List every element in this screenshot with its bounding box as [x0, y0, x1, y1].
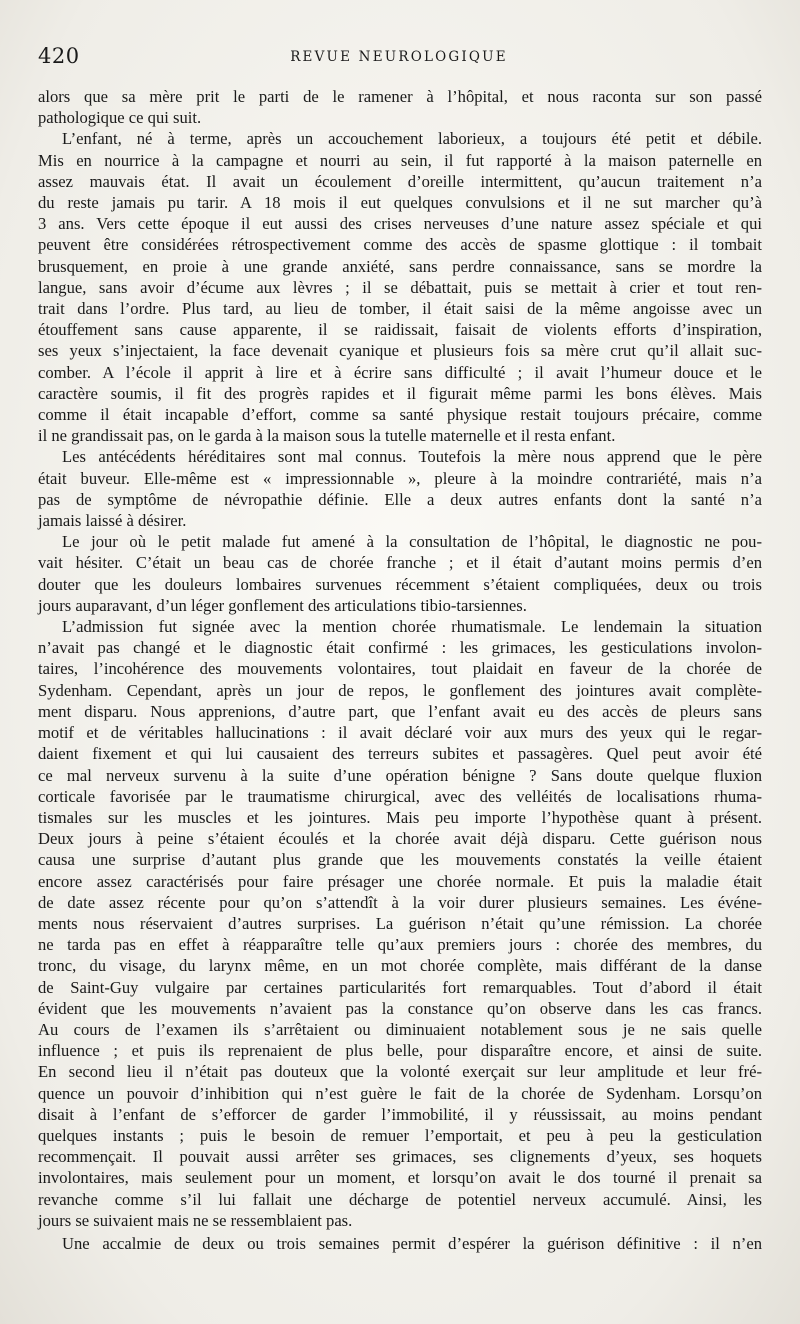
text-line: trait dans l’ordre. Plus tard, au lieu de tomber, il était saisi de la même angoisse avec un: [38, 299, 762, 319]
page-number: 420: [38, 44, 80, 68]
text-line: douter que les douleurs lombaires survenues récemment s’étaient compliquées, deux ou trois: [38, 574, 762, 594]
text-line: tronc, du visage, du larynx même, en un mot chorée complète, mais différant de la danse: [38, 956, 762, 976]
text-line: étouffement sans cause apparente, il se raidissait, faisait de violents efforts d’inspiration,: [38, 320, 762, 340]
text-line: jours auparavant, d’un léger gonflement des articulations tibio-tarsiennes.: [38, 595, 527, 615]
text-line: pas de symptôme de névropathie définie. Elle a deux autres enfants dont la santé n’a: [38, 489, 762, 509]
text-line: encore assez caractérisés pour faire présager une chorée normale. Et puis la maladie était: [38, 871, 762, 891]
text-line: Une accalmie de deux ou trois semaines permit d’espérer la guérison définitive : il n’en: [62, 1233, 762, 1253]
text-line: comber. A l’école il apprit à lire et à écrire sans difficulté ; il avait l’humeur douce et le: [38, 362, 762, 382]
text-line: assez mauvais état. Il avait un écoulement d’oreille intermittent, qu’aucun traitement n’a: [38, 171, 762, 191]
text-line: quelques instants ; puis le besoin de remuer l’emportait, et peu à peu la gesticulation: [38, 1125, 762, 1145]
text-line: disait à l’enfant de s’efforcer de garder l’immobilité, il y réussissait, au moins pendant: [38, 1104, 762, 1124]
text-line: tismales sur les muscles et les jointures. Mais peu importe l’hypothèse quant à présent.: [38, 807, 762, 827]
text-line: pathologique ce qui suit.: [38, 108, 202, 128]
text-line: recommençait. Il pouvait aussi arrêter ses grimaces, ses clignements d’yeux, ses hoquets: [38, 1147, 762, 1167]
text-line: était buveur. Elle-même est « impressionnable », pleure à la moindre contrariété, mais n’a: [38, 468, 762, 488]
text-line: langue, sans avoir d’écume aux lèvres ; il se débattait, puis se mettait à crier et tout ren-: [38, 277, 762, 297]
text-line: brusquement, en proie à une grande anxiété, sans perdre connaissance, sans se mordre la: [38, 256, 762, 276]
text-line: caractère soumis, il fit des progrès rapides et il figurait même parmi les bons élèves. Mais: [38, 383, 762, 403]
text-line: En second lieu il n’était pas douteux que la volonté exerçait sur leur amplitude et leur fré-: [38, 1062, 762, 1082]
text-line: jamais laissé à désirer.: [38, 511, 187, 531]
text-line: causa une surprise d’autant plus grande que les mouvements constatés la veille étaient: [38, 850, 762, 870]
text-line: Les antécédents héréditaires sont mal connus. Toutefois la mère nous apprend que le père: [62, 447, 762, 467]
text-line: peuvent être considérées rétrospectivement comme des accès de spasme glottique : il tombait: [38, 235, 762, 255]
text-line: n’avait pas changé et le diagnostic était confirmé : les grimaces, les gesticulations involon-: [38, 638, 762, 658]
text-line: du reste jamais pu tarir. A 18 mois il eut quelques convulsions et il ne sut marcher qu’à: [38, 193, 762, 213]
text-line: corticale favorisée par le traumatisme chirurgical, avec des velléités de localisations rhuma-: [38, 786, 762, 806]
text-line: jours se suivaient mais ne se ressemblaient pas.: [38, 1210, 353, 1230]
text-line: influence ; et puis ils reprenaient de plus belle, pour disparaître encore, et ainsi de suite.: [38, 1041, 762, 1061]
text-line: Le jour où le petit malade fut amené à la consultation de l’hôpital, le diagnostic ne pou-: [62, 532, 762, 552]
text-line: comme il était incapable d’effort, comme sa santé physique restait toujours précaire, comme: [38, 405, 762, 425]
text-line: alors que sa mère prit le parti de le ramener à l’hôpital, et nous raconta sur son passé: [38, 87, 762, 106]
body-text: [38, 86, 762, 1254]
text-line: ce mal nerveux survenu à la suite d’une opération bénigne ? Sans doute quelque fluxion: [38, 765, 762, 785]
text-line: daient fixement et qui lui causaient des terreurs subites et passagères. Quel peut avoir été: [38, 744, 762, 764]
text-line: Sydenham. Cependant, après un jour de repos, le gonflement des jointures avait complète-: [38, 680, 762, 700]
text-line: Deux jours à peine s’étaient écoulés et la chorée avait déjà disparu. Cette guérison nous: [38, 829, 762, 849]
text-line: il ne grandissait pas, on le garda à la maison sous la tutelle maternelle et il resta enfant.: [38, 426, 616, 446]
text-line: évident que les mouvements n’avaient pas la constance qu’on observe dans les cas francs.: [38, 998, 762, 1018]
text-line: 3 ans. Vers cette époque il eut aussi des crises nerveuses d’une nature assez spéciale et qui: [38, 214, 762, 234]
text-line: ment disparu. Nous apprenions, d’autre part, que l’enfant avait eu des accès de pleurs sans: [38, 701, 762, 721]
text-line: ments nous réservaient d’autres surprises. La guérison n’était qu’une rémission. La chorée: [38, 913, 762, 933]
text-line: Au cours de l’examen ils s’arrêtaient ou diminuaient notablement sous je ne sais quelle: [38, 1019, 762, 1039]
text-line: vait hésiter. C’était un beau cas de chorée franche ; et il était d’autant moins permis d’en: [38, 553, 762, 573]
text-line: Mis en nourrice à la campagne et nourri au sein, il fut rapporté à la maison paternelle en: [38, 150, 762, 170]
text-line: ses yeux s’injectaient, la face devenait cyanique et plusieurs fois sa mère crut qu’il allait suc-: [38, 341, 762, 361]
text-line: involontaires, mais seulement pour un moment, et lorsqu’on avait le dos tourné il prenait sa: [38, 1168, 762, 1188]
text-line: de Saint-Guy vulgaire par certaines particularités fort remarquables. Tout d’abord il était: [38, 977, 762, 997]
running-title: REVUE NEUROLOGIQUE: [290, 49, 508, 65]
text-line: taires, l’incohérence des mouvements volontaires, tout plaidait en faveur de la chorée de: [38, 659, 762, 679]
text-line: de date assez récente pour qu’on s’attendît à la voir durer plusieurs semaines. Les événe-: [38, 892, 762, 912]
page-header: [38, 44, 760, 74]
text-line: L’admission fut signée avec la mention chorée rhumatismale. Le lendemain la situation: [62, 617, 762, 637]
text-line: motif et de véritables hallucinations : il avait déclaré voir aux murs des yeux qui le regar-: [38, 723, 762, 743]
text-line: L’enfant, né à terme, après un accouchement laborieux, a toujours été petit et débile.: [62, 129, 762, 149]
text-line: quence un pouvoir d’inhibition qui n’est guère le fait de la chorée de Sydenham. Lorsqu’on: [38, 1083, 762, 1103]
text-line: ne tarda pas en effet à réapparaître telle qu’aux premiers jours : chorée des membres, du: [38, 935, 762, 955]
text-line: revanche comme s’il lui fallait une décharge de potentiel nerveux accumulé. Ainsi, les: [38, 1189, 762, 1209]
